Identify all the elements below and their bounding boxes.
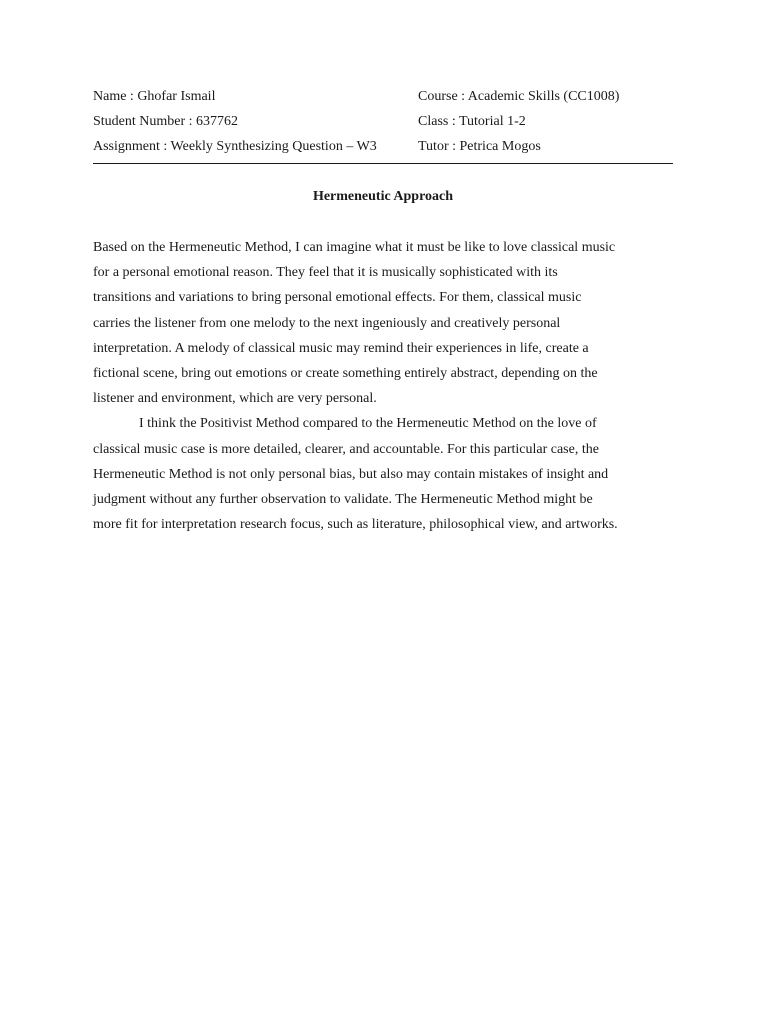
document-title: Hermeneutic Approach xyxy=(312,189,454,204)
paragraph-line: Hermeneutic Method is not only personal bias, but also may contain mistakes of insight and xyxy=(93,466,609,482)
assignment-name: Assignment : Weekly Synthesizing Question – W3 xyxy=(93,139,377,154)
header-row-2 xyxy=(93,109,673,134)
paragraph-line: interpretation. A melody of classical music may remind their experiences in life, create a xyxy=(93,340,589,356)
paragraph-line: listener and environment, which are very personal. xyxy=(93,391,377,407)
paragraph-line: for a personal emotional reason. They feel that it is musically sophisticated with its xyxy=(93,265,558,281)
paragraph-2 xyxy=(93,411,677,537)
paragraph-line: Based on the Hermeneutic Method, I can imagine what it must be like to love classical music xyxy=(93,240,616,255)
paragraph-line: more fit for interpretation research focus, such as literature, philosophical view, and artworks. xyxy=(93,517,618,533)
header-divider xyxy=(93,163,673,164)
paragraph-line: transitions and variations to bring personal emotional effects. For them, classical music xyxy=(93,290,582,306)
course-name: Course : Academic Skills (CC1008) xyxy=(418,89,620,104)
paragraph-line: I think the Positivist Method compared to the Hermeneutic Method on the love of xyxy=(139,416,597,432)
student-name: Name : Ghofar Ismail xyxy=(93,89,216,104)
paragraph-line: classical music case is more detailed, clearer, and accountable. For this particular case, the xyxy=(93,441,599,457)
document-body xyxy=(93,235,677,537)
tutor-name: Tutor : Petrica Mogos xyxy=(418,139,541,154)
paragraph-line: carries the listener from one melody to the next ingeniously and creatively personal xyxy=(93,315,561,331)
header-block xyxy=(93,84,673,159)
header-row-3 xyxy=(93,134,673,159)
student-number: Student Number : 637762 xyxy=(93,114,239,129)
paragraph-1 xyxy=(93,235,677,411)
paragraph-line: fictional scene, bring out emotions or create something entirely abstract, depending on the xyxy=(93,365,598,381)
paragraph-line: judgment without any further observation to validate. The Hermeneutic Method might be xyxy=(93,491,593,507)
header-row-1 xyxy=(93,84,673,109)
class-name: Class : Tutorial 1-2 xyxy=(418,114,526,129)
